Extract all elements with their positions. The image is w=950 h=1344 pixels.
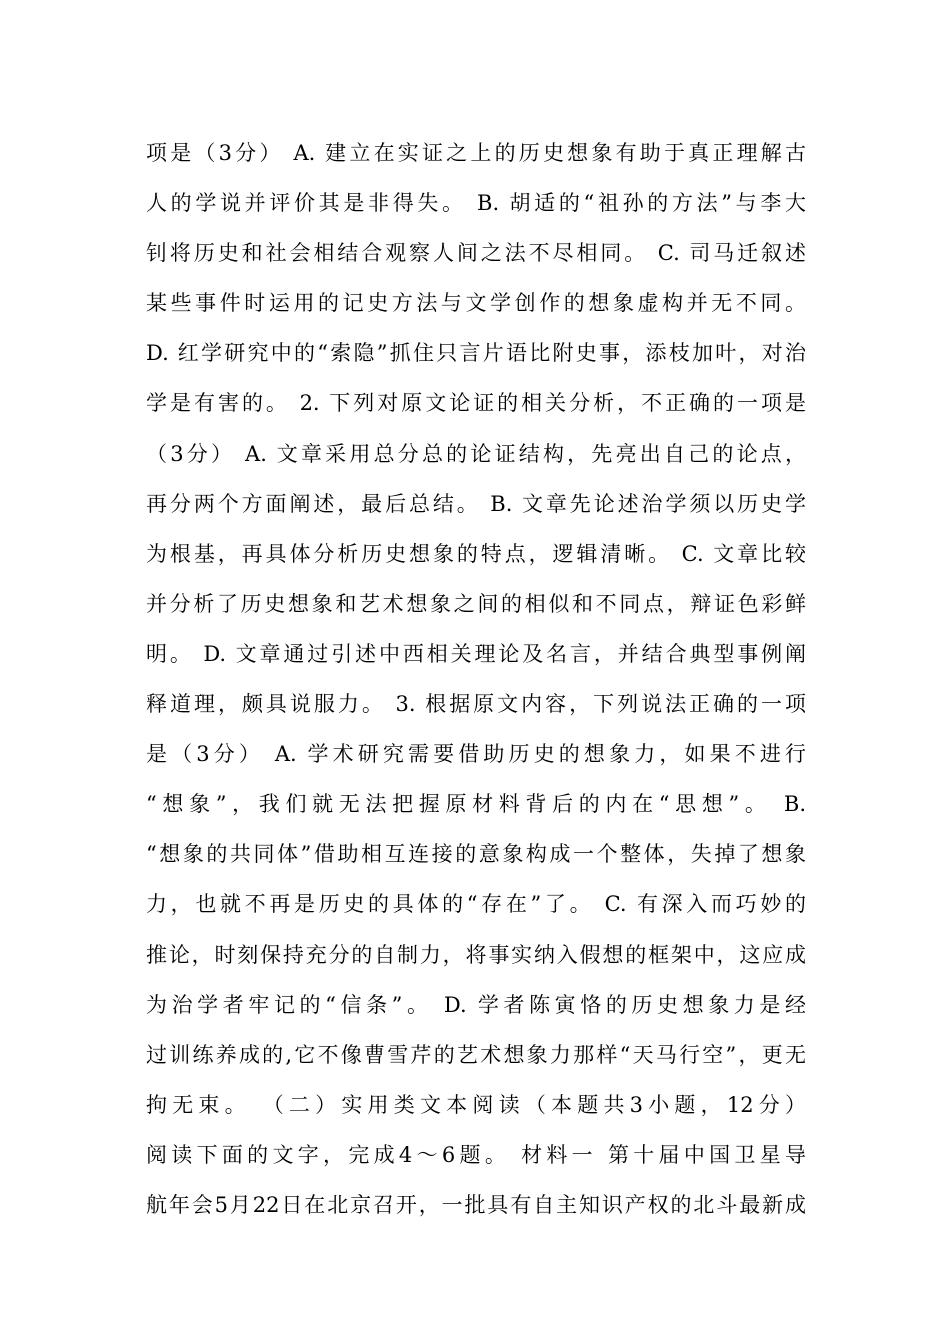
text-line: （3分） A. 文章采用总分总的论证结构，先亮出自己的论点， — [146, 441, 806, 466]
text-line: “想象的共同体”借助相互连接的意象构成一个整体，失掉了想象 — [146, 842, 806, 867]
text-line: 学是有害的。 2. 下列对原文论证的相关分析，不正确的一项是 — [146, 391, 806, 416]
text-line: 并分析了历史想象和艺术想象之间的相似和不同点，辩证色彩鲜 — [146, 591, 806, 616]
text-line: 阅读下面的文字，完成4～6题。 材料一 第十届中国卫星导 — [146, 1142, 806, 1167]
text-line: 航年会5月22日在北京召开，一批具有自主知识产权的北斗最新成 — [146, 1192, 806, 1217]
text-line: D. 红学研究中的“索隐”抓住只言片语比附史事，添枝加叶，对治 — [146, 341, 806, 366]
text-line: 拘无束。 （二）实用类文本阅读（本题共3小题，12分） — [146, 1092, 806, 1117]
text-line: “想象”，我们就无法把握原材料背后的内在“思想”。 B. — [146, 792, 806, 817]
text-line: 某些事件时运用的记史方法与文学创作的想象虚构并无不同。 — [146, 291, 806, 316]
body-text — [146, 128, 806, 1230]
text-line: 人的学说并评价其是非得失。 B. 胡适的“祖孙的方法”与李大 — [146, 191, 806, 216]
text-line: 力，也就不再是历史的具体的“存在”了。 C. 有深入而巧妙的 — [146, 892, 806, 917]
text-line: 推论，时刻保持充分的自制力，将事实纳入假想的框架中，这应成 — [146, 942, 806, 967]
text-line: 过训练养成的,它不像曹雪芹的艺术想象力那样“天马行空”，更无 — [146, 1042, 806, 1067]
text-line: 为治学者牢记的“信条”。 D. 学者陈寅恪的历史想象力是经 — [146, 992, 806, 1017]
text-line: 明。 D. 文章通过引述中西相关理论及名言，并结合典型事例阐 — [146, 641, 806, 666]
text-line: 项是（3分） A. 建立在实证之上的历史想象有助于真正理解古 — [146, 141, 806, 165]
text-line: 是（3分） A. 学术研究需要借助历史的想象力，如果不进行 — [146, 742, 806, 767]
text-line: 钊将历史和社会相结合观察人间之法不尽相同。 C. 司马迁叙述 — [146, 241, 806, 266]
text-line: 再分两个方面阐述，最后总结。 B. 文章先论述治学须以历史学 — [146, 491, 806, 516]
text-line: 释道理，颇具说服力。 3. 根据原文内容，下列说法正确的一项 — [146, 692, 806, 717]
text-line: 为根基，再具体分析历史想象的特点，逻辑清晰。 C. 文章比较 — [146, 541, 806, 566]
